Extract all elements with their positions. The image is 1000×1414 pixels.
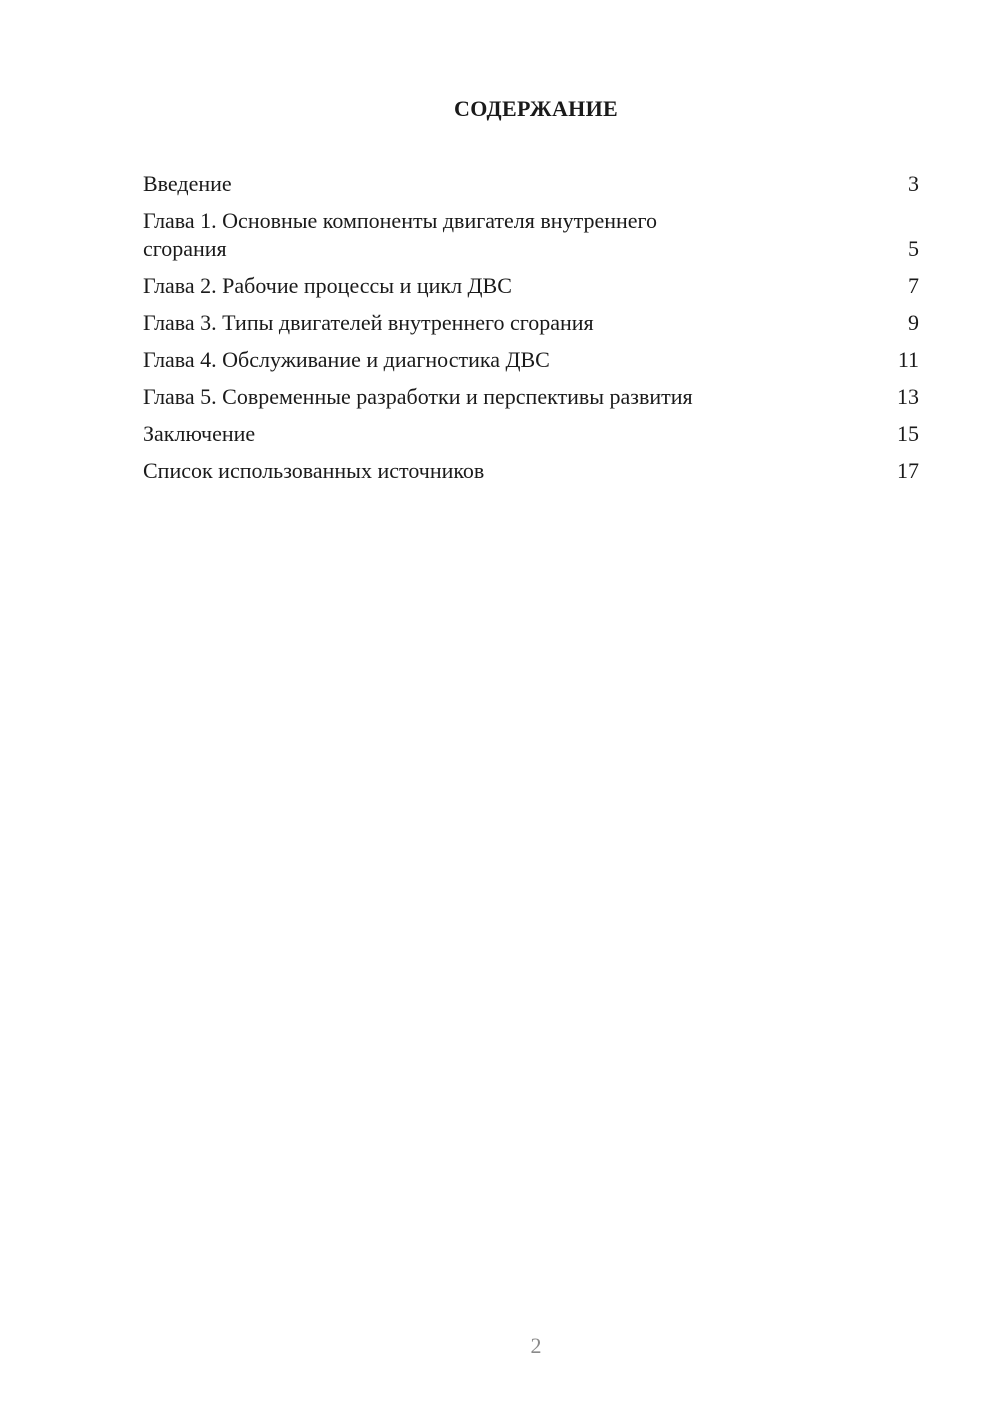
toc-entry-label: Глава 2. Рабочие процессы и цикл ДВС xyxy=(143,273,512,298)
toc-entry-page: 7 xyxy=(908,273,919,298)
toc-entry-chapter-5 xyxy=(143,383,919,411)
toc-entry-label: Глава 4. Обслуживание и диагностика ДВС xyxy=(143,347,550,372)
toc-entry-label: Глава 5. Современные разработки и перспективы развития xyxy=(143,384,693,409)
toc-entry-label: Глава 3. Типы двигателей внутреннего сгорания xyxy=(143,310,594,335)
toc-entry-page: 9 xyxy=(908,310,919,335)
toc-entry-label: Глава 1. Основные компоненты двигателя внутреннего сгорания xyxy=(143,208,658,261)
toc-entry-chapter-2 xyxy=(143,272,919,300)
toc-title: СОДЕРЖАНИЕ xyxy=(454,96,618,121)
toc-entry-label: Введение xyxy=(143,171,232,196)
toc-entry-page: 17 xyxy=(897,458,919,483)
toc-entry-label: Список использованных источников xyxy=(143,458,485,483)
toc-entry-page: 13 xyxy=(897,384,919,409)
toc-entry-introduction xyxy=(143,170,919,198)
toc-entry-conclusion xyxy=(143,420,919,448)
toc-entry-references xyxy=(143,457,919,485)
toc-entry-chapter-4 xyxy=(143,346,919,374)
toc-entry-chapter-3 xyxy=(143,309,919,337)
toc-entry-page: 15 xyxy=(897,421,919,446)
toc-entry-label: Заключение xyxy=(143,421,256,446)
table-of-contents xyxy=(143,170,919,494)
page-number: 2 xyxy=(530,1333,542,1358)
toc-entry-page: 11 xyxy=(897,347,919,372)
toc-entry-page: 5 xyxy=(908,236,919,261)
toc-entry-page: 3 xyxy=(908,171,919,196)
toc-entry-chapter-1 xyxy=(143,207,919,263)
